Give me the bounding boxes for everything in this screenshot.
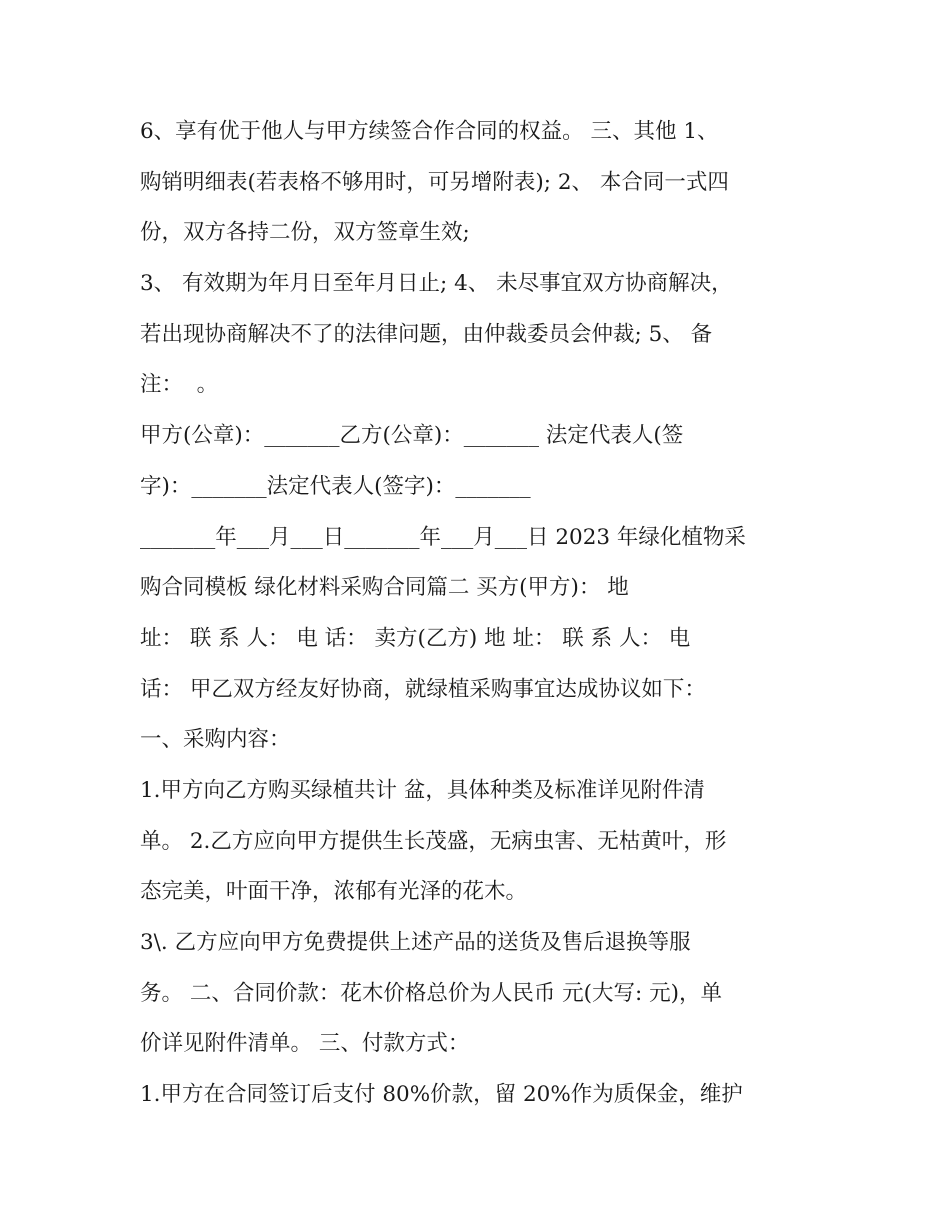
text-line: 3\. 乙方应向甲方免费提供上述产品的送货及售后退换等服 [140, 930, 691, 955]
text-line: 话： 甲乙双方经友好协商，就绿植采购事宜达成协议如下： [140, 676, 706, 702]
text-line: 单。 2.乙方应向甲方提供生长茂盛，无病虫害、无枯黄叶，形 [140, 828, 727, 854]
text-line: 务。 二、合同价款：花木价格总价为人民币 元(大写: 元)，单 [140, 980, 723, 1006]
text-line: 购销明细表(若表格不够用时，可另增附表); 2、 本合同一式四 [140, 169, 729, 195]
section-heading: 一、采购内容： [140, 727, 291, 753]
text-line: 注： 。 [140, 372, 219, 398]
text-line: 若出现协商解决不了的法律问题，由仲裁委员会仲裁; 5、 备 [140, 321, 713, 347]
text-line: 址： 联 系 人： 电 话： 卖方(乙方) 地 址： 联 系 人： 电 [140, 625, 691, 651]
text-line: 3、 有效期为年月日至年月日止; 4、 未尽事宜双方协商解决， [140, 271, 733, 297]
document-body [140, 107, 820, 1121]
text-line: 6、享有优于他人与甲方续签合作合同的权益。 三、其他 1、 [140, 119, 719, 144]
text-line: 购合同模板 绿化材料采购合同篇二 买方(甲方)： 地 [140, 575, 629, 601]
text-line: 字)：_______法定代表人(签字)：_______ [140, 473, 531, 499]
text-line: 价详见附件清单。 三、付款方式： [140, 1031, 470, 1057]
text-line: 甲方(公章)：_______乙方(公章)：_______ 法定代表人(签 [140, 423, 684, 449]
text-line: _______年___月___日_______年___月___日 2023 年绿化植物采 [140, 524, 746, 550]
text-line: 1.甲方在合同签订后支付 80%价款，留 20%作为质保金，维护 [140, 1082, 743, 1108]
text-line: 份，双方各持二份，双方签章生效; [140, 220, 470, 246]
text-line: 1.甲方向乙方购买绿植共计 盆，具体种类及标准详见附件清 [140, 777, 705, 803]
text-line: 态完美，叶面干净，浓郁有光泽的花木。 [140, 879, 528, 905]
